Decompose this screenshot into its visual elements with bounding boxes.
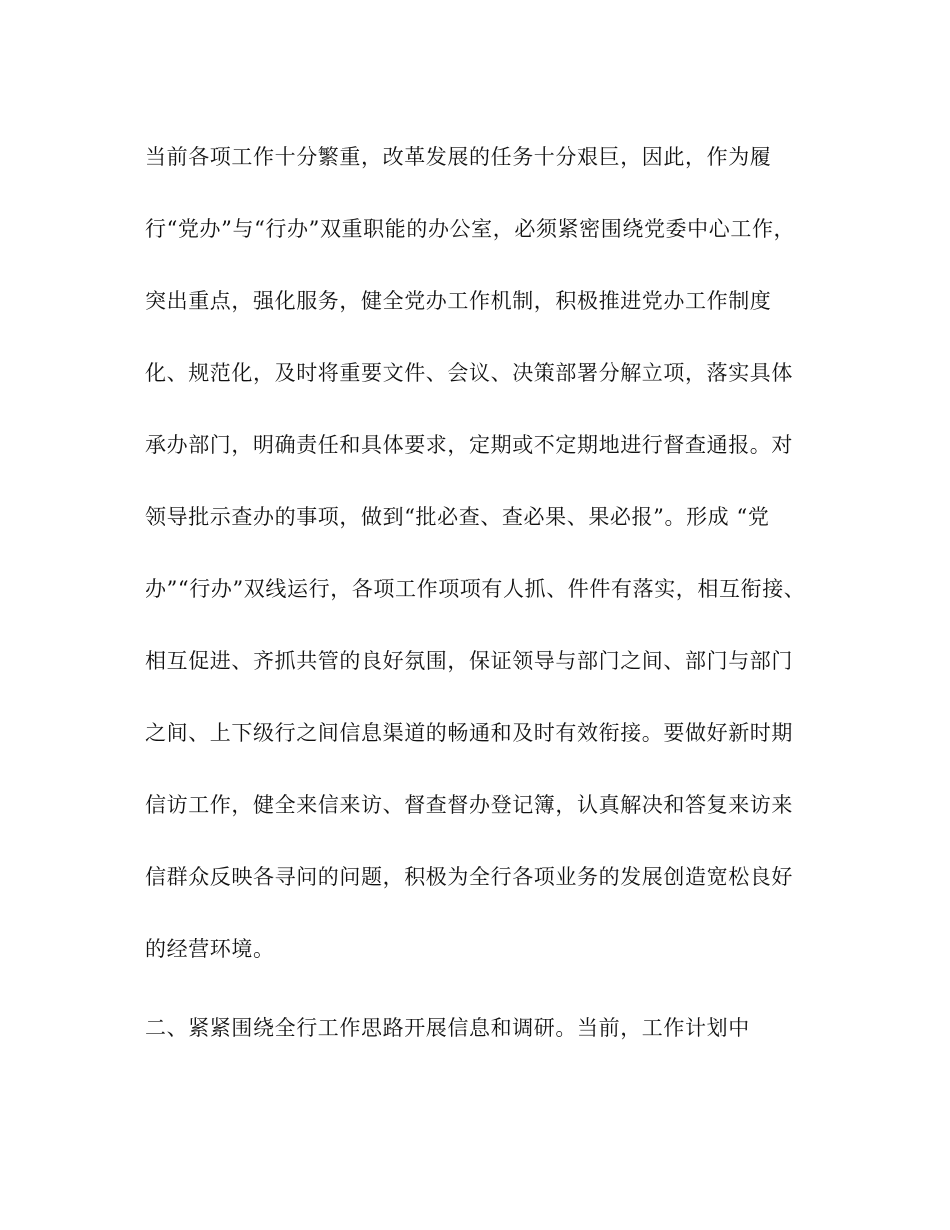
text-line: 化、规范化，及时将重要文件、会议、决策部署分解立项，落实具体 [145, 361, 793, 385]
text-line: 突出重点，强化服务，健全党办工作机制，积极推进党办工作制度 [145, 289, 772, 313]
text-line: 当前各项工作十分繁重，改革发展的任务十分艰巨，因此，作为履 [145, 145, 772, 169]
paragraph-end-line: 的经营环境。 [145, 937, 275, 961]
section-heading-line: 二、紧紧围绕全行工作思路开展信息和调研。当前，工作计划中 [145, 1016, 750, 1040]
text-line: 信群众反映各寻问的问题，积极为全行各项业务的发展创造宽松良好 [145, 865, 793, 889]
text-line: 办”“行办”双线运行，各项工作项项有人抓、件件有落实，相互衔接、 [145, 577, 806, 601]
text-line: 领导批示查办的事项，做到“批必查、查必果、果必报”。形成 “党 [145, 505, 770, 529]
text-line: 相互促进、齐抓共管的良好氛围，保证领导与部门之间、部门与部门 [145, 649, 793, 673]
text-line: 行“党办”与“行办”双重职能的办公室，必须紧密围绕党委中心工作， [145, 217, 796, 241]
text-line: 信访工作，健全来信来访、督查督办登记簿，认真解决和答复来访来 [145, 793, 793, 817]
text-line: 承办部门，明确责任和具体要求，定期或不定期地进行督查通报。对 [145, 433, 793, 457]
text-line: 之间、上下级行之间信息渠道的畅通和及时有效衔接。要做好新时期 [145, 721, 793, 745]
